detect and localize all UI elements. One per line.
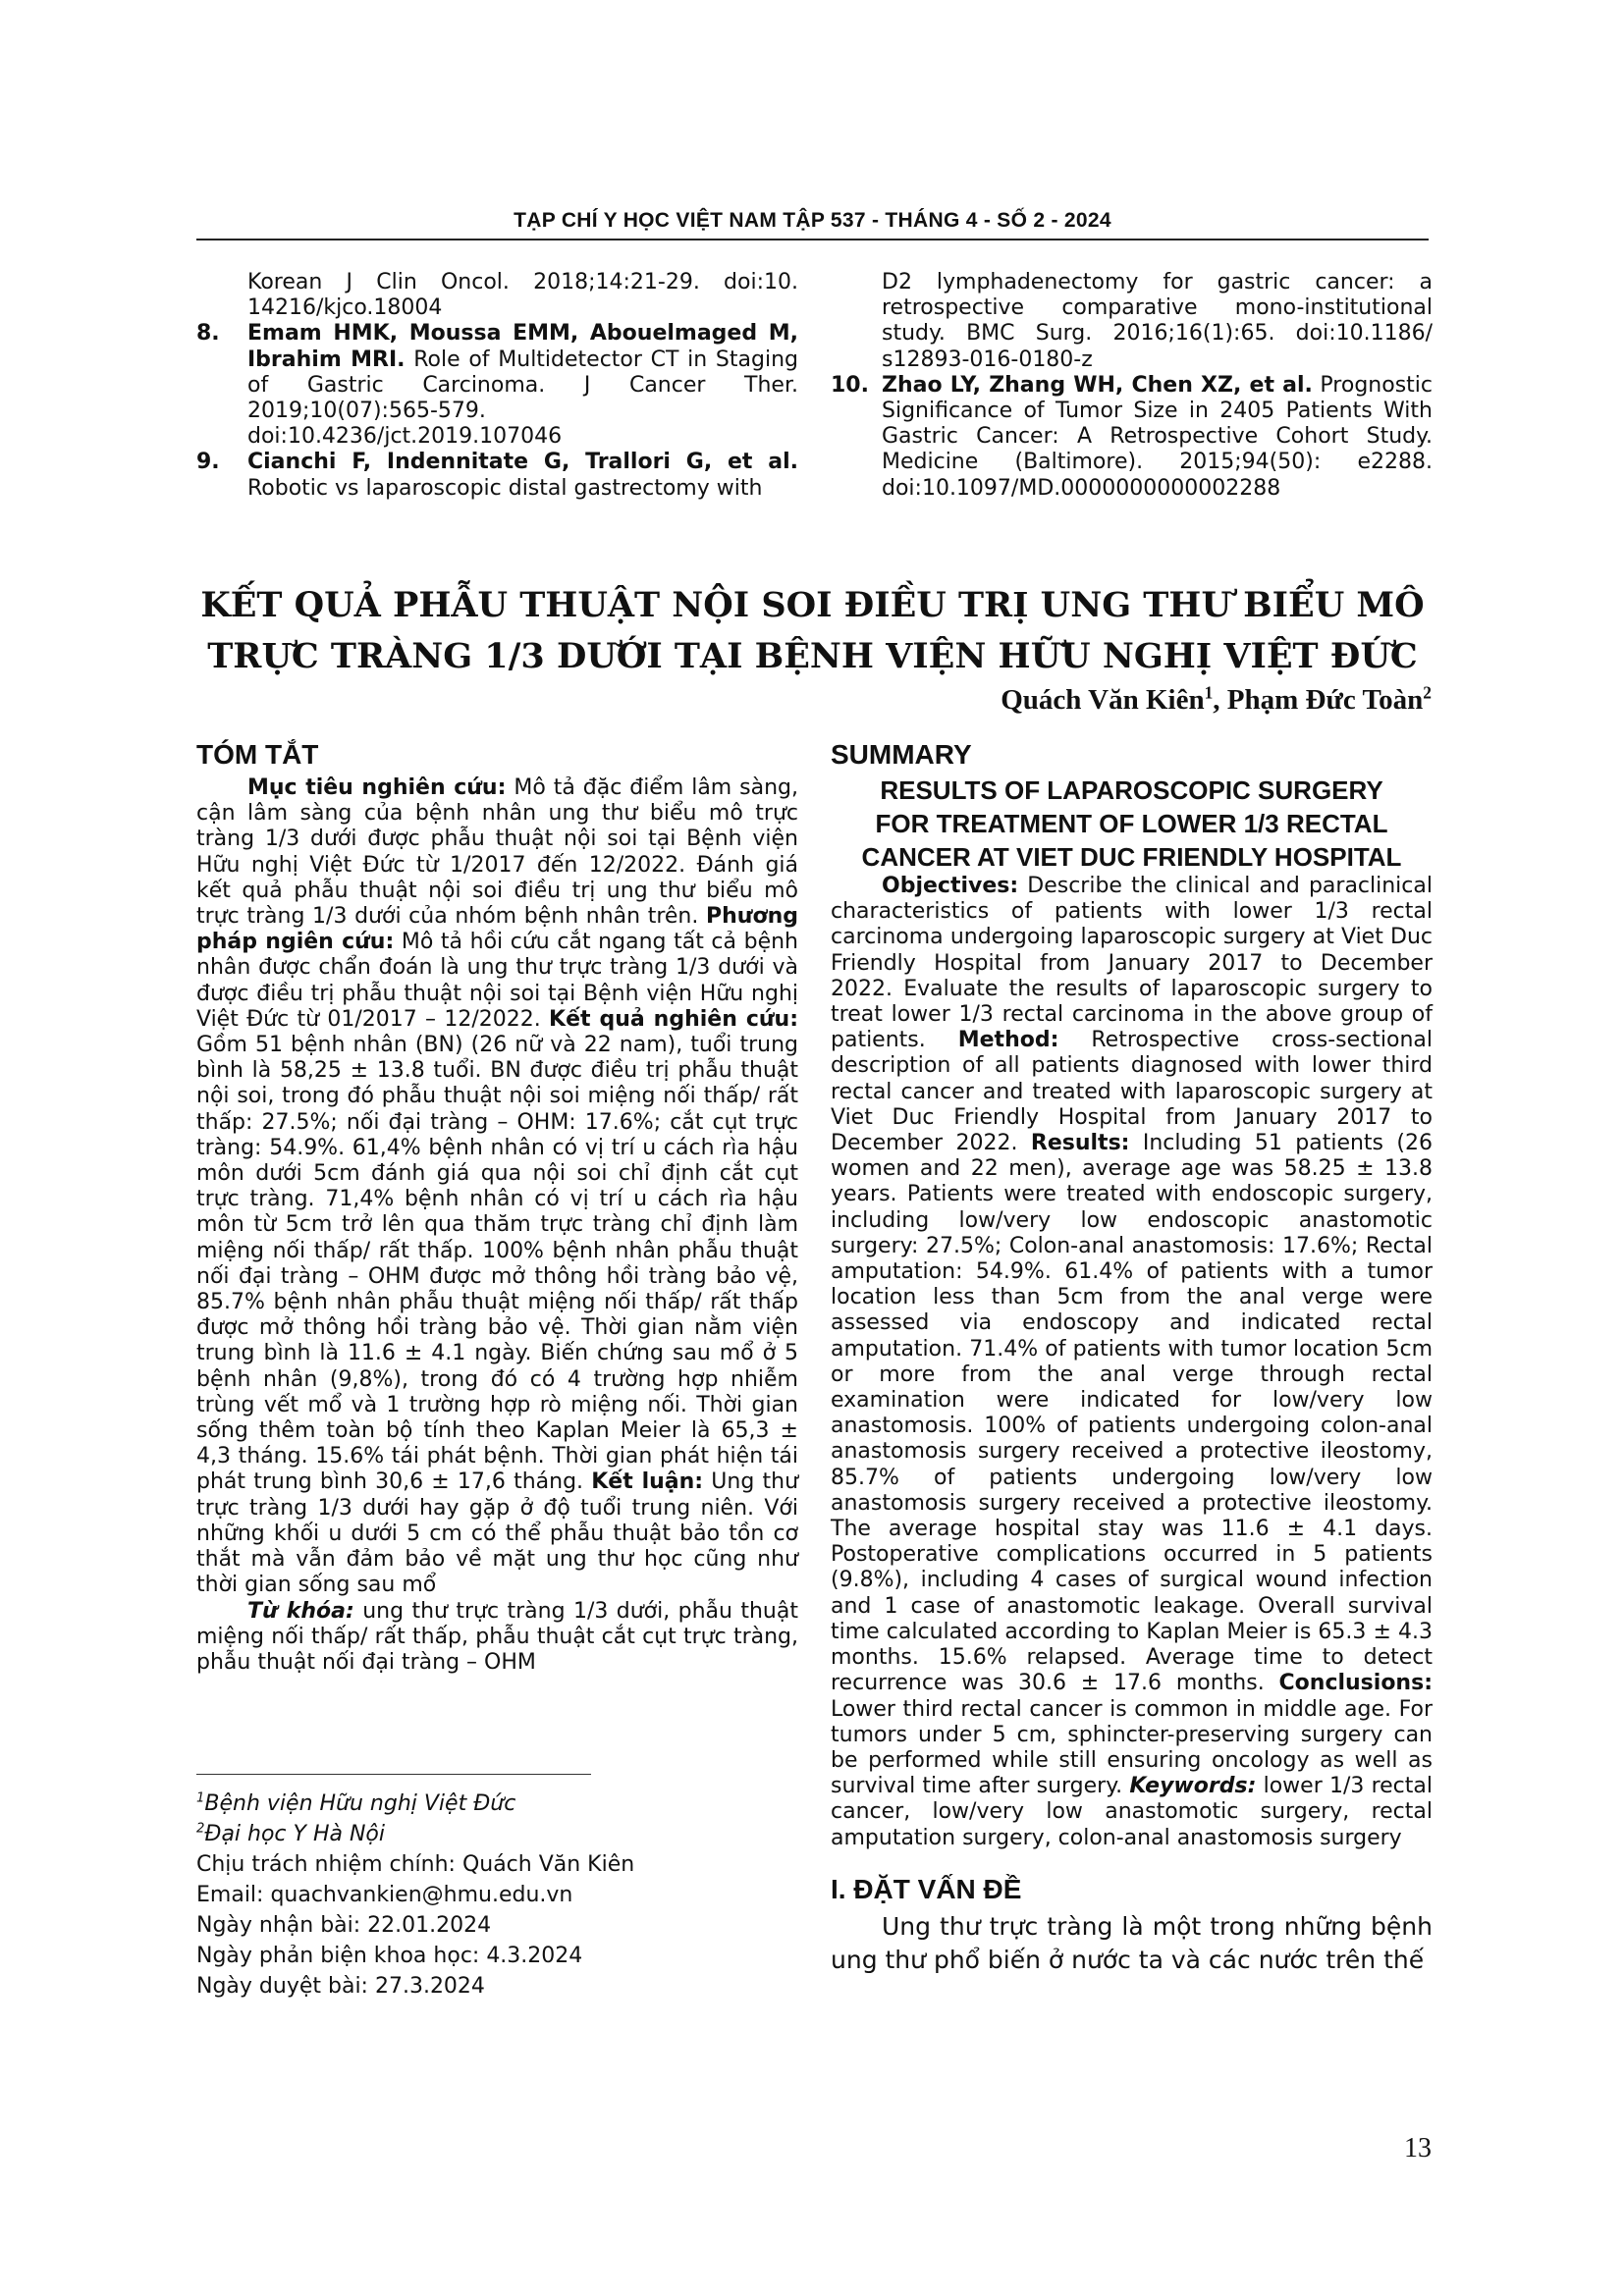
reference-text: Prognostic Significance of Tumor Size in 2405 Patients With Gastric Cancer: A Retrospective Cohort Study. Medicine (Baltimore). 2015;94(50): e2288. doi:10.1097/MD.0000000000002288: [882, 372, 1433, 501]
intro-paragraph: Ung thư trực tràng là một trong những bệnh ung thư phổ biến ở nước ta và các nước trên thế: [831, 1911, 1433, 1974]
page-number: 13: [1404, 2133, 1432, 2163]
reference-number: 9.: [196, 450, 220, 475]
reference-10: [831, 373, 1433, 502]
section-heading: I. ĐẶT VẤN ĐỀ: [831, 1873, 1022, 1904]
reference-number: 10.: [831, 372, 869, 398]
article-authors: Quách Văn Kiên$^1$, Phạm Đức Toàn$^2$: [1001, 682, 1432, 716]
summary-title: RESULTS OF LAPAROSCOPIC SURGERY FOR TREATMENT OF LOWER 1/3 RECTAL CANCER AT VIET DUC FRIENDLY HOSPITAL: [861, 775, 1402, 872]
reference-number: 8.: [196, 321, 220, 347]
reference-9: [196, 450, 798, 501]
article-title: KẾT QUẢ PHẪU THUẬT NỘI SOI ĐIỀU TRỊ UNG THƯ BIỂU MÔ TRỰC TRÀNG 1/3 DƯỚI TẠI BỆNH VIỆN HỮU NGHỊ VIỆT ĐỨC: [200, 585, 1425, 676]
reference-authors: Emam HMK, Moussa EMM, Abouelmaged M, Ibrahim MRI.: [247, 321, 798, 372]
english-abstract: [831, 738, 1433, 1977]
summary-heading: SUMMARY: [831, 739, 972, 770]
reference-9-continued: D2 lymphadenectomy for gastric cancer: a retrospective comparative mono-institutional study. BMC Surg. 2016;16(1):65. doi:10.1186/ s12893-016-0180-z: [882, 270, 1433, 372]
journal-header: TẠP CHÍ Y HỌC VIỆT NAM TẬP 537 - THÁNG 4 - SỐ 2 - 2024: [514, 209, 1111, 232]
abstract-body: Mục tiêu nghiên cứu: Mô tả đặc điểm lâm sàng, cận lâm sàng của bệnh nhân ung thư biểu mô trực tràng 1/3 dưới được phẫu thuật nội soi tại Bệnh viện Hữu nghị Việt Đức từ 1/2017 đến 12/2022. Đánh giá kết quả phẫu thuật nội soi điều trị ung thư biểu mô trực tràng 1/3 dưới của nhóm bệnh nhân trên. Phương pháp ngiên cứu: Mô tả hồi cứu cắt ngang tất cả bệnh nhân được chẩn đoán là ung thư trực tràng 1/3 dưới và được điều trị phẫu thuật nội soi tại Bệnh viện Hữu nghị Việt Đức từ 01/2017 – 12/2022. Kết quả nghiên cứu: Gồm 51 bệnh nhân (BN) (26 nữ và 22 nam), tuổi trung bình là 58,25 ± 13.8 tuổi. BN được điều trị phẫu thuật nội soi, trong đó phẫu thuật nội soi miệng nối thấp/ rất thấp: 27.5%; nối đại tràng – OHM: 17.6%; cắt cụt trực tràng: 54.9%. 61,4% bệnh nhân có vị trí u cách rìa hậu môn dưới 5cm đánh giá qua nội soi chỉ định cắt cụt trực tràng. 71,4% bệnh nhân có vị trí u cách rìa hậu môn từ 5cm trở lên qua thăm trực tràng chỉ định làm miệng nối thấp/ rất thấp. 100% bệnh nhân phẫu thuật nối đại tràng – OHM được mở thông hồi tràng bảo vệ, 85.7% bệnh nhân phẫu thuật miệng nối thấp/ rất thấp được mở thông hồi tràng bảo vệ. Thời gian nằm viện trung bình là 11.6 ± 4.1 ngày. Biến chứng sau mổ ở 5 bệnh nhân (9,8%), trong đó có 4 trường hợp nhiễm trùng vết mổ và 1 trường hợp rò miệng nối. Thời gian sống thêm toàn bộ tính theo Kaplan Meier là 65,3 ± 4,3 tháng. 15.6% tái phát bệnh. Thời gian phát hiện tái phát trung bình 30,6 ± 17,6 tháng. Kết luận: Ung thư trực tràng 1/3 dưới hay gặp ở độ tuổi trung niên. Với những khối u dưới 5 cm có thể phẫu thuật bảo tồn cơ thắt mà vẫn đảm bảo về mặt ung thư học cũng như thời gian sống sau mổ: [196, 775, 799, 1598]
reference-authors: Zhao LY, Zhang WH, Chen XZ, et al.: [882, 372, 1313, 398]
footnotes: $^1$Bệnh viện Hữu nghị Việt Đức $^2$Đại học Y Hà Nội Chịu trách nhiệm chính: Quách Văn Kiên Email: quachvankien@hmu.edu.vn Ngày nhận bài: 22.01.2024 Ngày phản biện khoa học: 4.3.2024 Ngày duyệt bài: 27.3.2024: [196, 1790, 635, 1999]
footnote-rule: [196, 1774, 591, 1775]
reference-text: Robotic vs laparoscopic distal gastrectomy with: [247, 475, 763, 501]
reference-text: Role of Multidetector CT in Staging of Gastric Carcinoma. J Cancer Ther. 2019;10(07):565-579. doi:10.4236/jct.2019.107046: [247, 347, 798, 450]
summary-body: Objectives: Describe the clinical and paraclinical characteristics of patients with lower 1/3 rectal carcinoma undergoing laparoscopic surgery at Viet Duc Friendly Hospital from January 2017 to December 2022. Evaluate the results of laparoscopic surgery to treat lower 1/3 rectal carcinoma in the above group of patients. Method: Retrospective cross-sectional description of all patients diagnosed with lower third rectal cancer and treated with laparoscopic surgery at Viet Duc Friendly Hospital from January 2017 to December 2022. Results: Including 51 patients (26 women and 22 men), average age was 58.25 ± 13.8 years. Patients were treated with endoscopic surgery, including low/very low endoscopic anastomotic surgery: 27.5%; Colon-anal anastomosis: 17.6%; Rectal amputation: 54.9%. 61.4% of patients with a tumor location less than 5cm from the anal verge were assessed via endoscopy and indicated rectal amputation. 71.4% of patients with tumor location 5cm or more from the anal verge through rectal examination were indicated for low/very low anastomosis. 100% of patients undergoing colon-anal anastomosis surgery received a protective ileostomy, 85.7% of patients undergoing low/very low anastomosis surgery received a protective ileostomy. The average hospital stay was 11.6 ± 4.1 days. Postoperative complications occurred in 5 patients (9.8%), including 4 cases of surgical wound infection and 1 case of anastomotic leakage. Overall survival time calculated according to Kaplan Meier is 65.3 ± 4.3 months. 15.6% relapsed. Average time to detect recurrence was 30.6 ± 17.6 months. Conclusions: Lower third rectal cancer is common in middle age. For tumors under 5 cm, sphincter-preserving surgery can be performed while still ensuring oncology as well as survival time after surgery. Keywords: lower 1/3 rectal cancer, low/very low anastomotic surgery, rectal amputation surgery, colon-anal anastomosis surgery: [831, 874, 1434, 1850]
reference-authors: Cianchi F, Indennitate G, Trallori G, et al.: [247, 450, 798, 475]
reference-8: [196, 321, 798, 450]
vietnamese-abstract: [196, 738, 798, 1676]
abstract-keywords: Từ khóa: ung thư trực tràng 1/3 dưới, phẫu thuật miệng nối thấp/ rất thấp, phẫu thuật cắt cụt trực tràng, phẫu thuật nối đại tràng – OHM: [196, 1598, 798, 1675]
abstract-heading: TÓM TẮT: [196, 739, 319, 770]
reference-7-continued: Korean J Clin Oncol. 2018;14:21-29. doi:10. 14216/kjco.18004: [247, 270, 798, 321]
references-left: [196, 270, 798, 502]
header-rule: [196, 239, 1429, 240]
references-right: [831, 270, 1433, 502]
